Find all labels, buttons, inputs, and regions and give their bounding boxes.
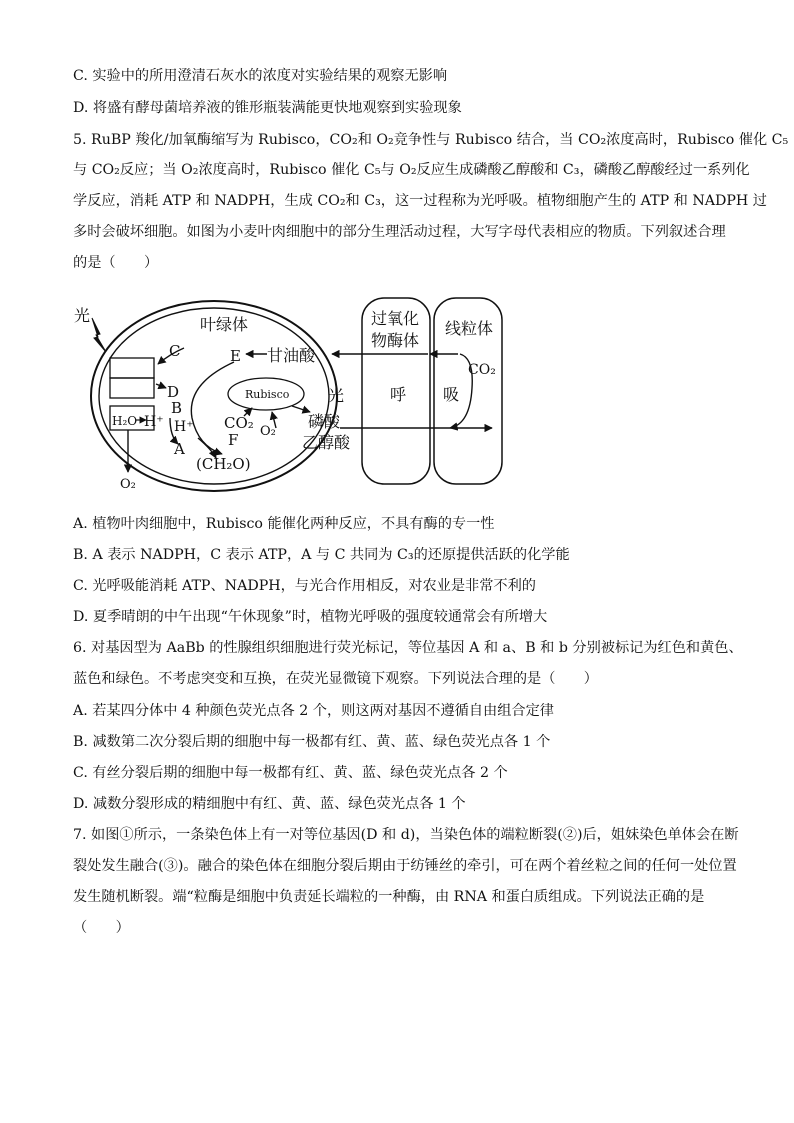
peroxisome-label-2: 物酶体 [371,331,420,350]
light-bolt-icon [92,318,106,352]
label-a: A [174,440,185,458]
label-b: B [171,399,183,417]
o2-out-label: O₂ [120,477,136,492]
photo-label-2: 呼 [390,385,407,404]
chloroplast-label: 叶绿体 [200,315,249,334]
q5-option-c: C. 光呼吸能消耗 ATP、NADPH，与光合作用相反，对农业是非常不利的 [73,578,536,594]
option-c-prev: C. 实验中的所用澄清石灰水的浓度对实验结果的观察无影响 [73,68,448,84]
q7-stem-line4: （ ） [73,920,130,936]
light-label: 光 [74,306,91,325]
hplus-label-1: H⁺ [144,414,164,430]
q6-option-a: A. 若某四分体中 4 种颜色荧光点各 2 个，则这两对基因不遵循自由组合定律 [73,703,554,719]
q6-option-d: D. 减数分裂形成的精细胞中有红、黄、蓝、绿色荧光点各 1 个 [73,796,466,812]
photo-label-3: 吸 [443,385,460,404]
thylakoid-1 [110,358,154,378]
q5-option-b: B. A 表示 NADPH，C 表示 ATP，A 与 C 共同为 C₃的还原提供活跃的化学能 [73,547,570,563]
ch2o-label: (CH₂O) [196,455,251,473]
arrow-thylakoid-to-d [156,384,166,388]
label-d: D [167,383,180,401]
phosphoglycolate-label-2: 乙醇酸 [302,433,351,452]
label-e: E [230,347,241,365]
glyceric-acid-label: 甘油酸 [267,346,316,365]
co2-in-label: CO₂ [224,414,254,432]
q6-option-b: B. 减数第二次分裂后期的细胞中每一极都有红、黄、蓝、绿色荧光点各 1 个 [73,734,551,750]
q5-option-d: D. 夏季晴朗的中午出现“午休现象”时，植物光呼吸的强度较通常会有所增大 [73,609,548,625]
option-d-prev: D. 将盛有酵母菌培养液的锥形瓶装满能更快地观察到实验现象 [73,100,462,116]
q6-stem-line2: 蓝色和绿色。不考虑突变和互换，在荧光显微镜下观察。下列说法合理的是（ ） [73,671,598,687]
arrow-rubisco-to-phospho [292,406,310,412]
phosphoglycolate-label-1: 磷酸 [308,412,341,431]
q5-stem-line4: 多时会破坏细胞。如图为小麦叶肉细胞中的部分生理活动过程，大写字母代表相应的物质。下列叙述合理 [73,224,726,240]
q5-stem-line5: 的是（ ） [73,255,159,271]
q7-stem-line1: 7. 如图①所示，一条染色体上有一对等位基因(D 和 d)，当染色体的端粒断裂(②)后，姐妹染色单体会在断 [73,827,739,843]
q7-stem-line2: 裂处发生融合(③)。融合的染色体在细胞分裂后期由于纺锤丝的牵引，可在两个着丝粒之间的任何一处位置 [73,858,737,874]
hplus-label-2: H⁺ [174,419,194,435]
q6-stem-line1: 6. 对基因型为 AaBb 的性腺组织细胞进行荧光标记，等位基因 A 和 a、B 和 b 分别被标记为红色和黄色、 [73,640,743,656]
q5-stem-line3: 学反应，消耗 ATP 和 NADPH，生成 CO₂和 C₃，这一过程称为光呼吸。植物细胞产生的 ATP 和 NADPH 过 [73,193,767,209]
q7-stem-line3: 发生随机断裂。端“粒酶是细胞中负责延长端粒的一种酶，由 RNA 和蛋白质组成。下列说法正确的是 [73,889,705,905]
photo-label-1: 光 [328,386,345,405]
thylakoid-2 [110,378,154,398]
q5-stem-line1: 5. RuBP 羧化/加氧酶缩写为 Rubisco，CO₂和 O₂竞争性与 Rubisco 结合，当 CO₂浓度高时，Rubisco 催化 C₅ [73,132,789,148]
q5-stem-line2: 与 CO₂反应；当 O₂浓度高时，Rubisco 催化 C₅与 O₂反应生成磷酸乙醇酸和 C₃，磷酸乙醇酸经过一系列化 [73,162,750,178]
co2-mito-label: CO₂ [468,362,496,378]
label-c: C [169,342,181,360]
q6-option-c: C. 有丝分裂后期的细胞中每一极都有红、黄、蓝、绿色荧光点各 2 个 [73,765,508,781]
mitochondria-label: 线粒体 [445,319,494,338]
photorespiration-diagram [66,288,516,496]
label-f: F [228,431,239,449]
h2o-label: H₂O [112,414,138,428]
rubisco-label: Rubisco [245,388,290,401]
peroxisome-label-1: 过氧化 [371,309,420,328]
o2-in-label: O₂ [260,424,276,439]
q5-option-a: A. 植物叶肉细胞中，Rubisco 能催化两种反应，不具有酶的专一性 [73,516,495,532]
